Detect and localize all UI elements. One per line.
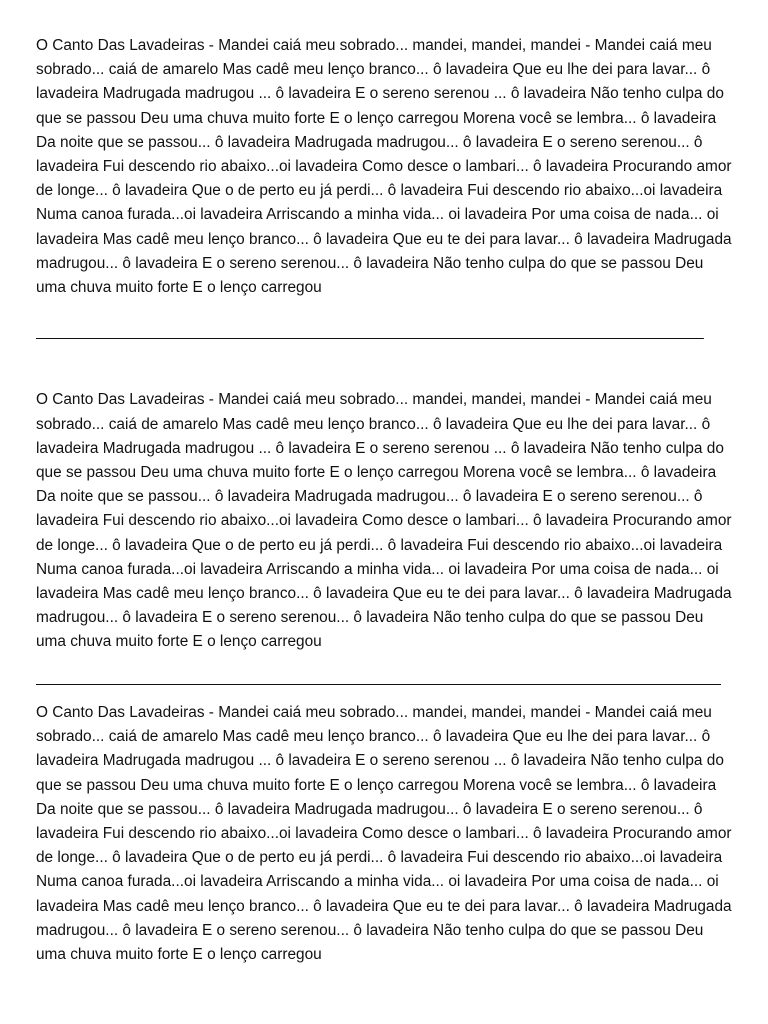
horizontal-rule [36,684,721,685]
lyrics-paragraph-3: O Canto Das Lavadeiras - Mandei caiá meu sobrado... mandei, mandei, mandei - Mandei caiá meu sobrado... caiá de amarelo Mas cadê meu lenço branco... ô lavadeira Que eu lhe dei para lavar... ô lavadeira Madrugada madrugou ... ô lavadeira E o sereno serenou ... ô lavadeira Não tenho culpa do que se passou Deu uma chuva muito forte E o lenço carregou Morena você se lembra... ô lavadeira Da noite que se passou... ô lavadeira Madrugada madrugou... ô lavadeira E o sereno serenou... ô lavadeira Fui descendo rio abaixo...oi lavadeira Como desce o lambari... ô lavadeira Procurando amor de longe... ô lavadeira Que o de perto eu já perdi... ô lavadeira Fui descendo rio abaixo...oi lavadeira Numa canoa furada...oi lavadeira Arriscando a minha vida... oi lavadeira Por uma coisa de nada... oi lavadeira Mas cadê meu lenço branco... ô lavadeira Que eu te dei para lavar... ô lavadeira Madrugada madrugou... ô lavadeira E o sereno serenou... ô lavadeira Não tenho culpa do que se passou Deu uma chuva muito forte E o lenço carregou [36,704,732,964]
document-body-continued [36,701,734,967]
lyrics-paragraph-1: O Canto Das Lavadeiras - Mandei caiá meu sobrado... mandei, mandei, mandei - Mandei caiá meu sobrado... caiá de amarelo Mas cadê meu lenço branco... ô lavadeira Que eu lhe dei para lavar... ô lavadeira Madrugada madrugou ... ô lavadeira E o sereno serenou ... ô lavadeira Não tenho culpa do que se passou Deu uma chuva muito forte E o lenço carregou Morena você se lembra... ô lavadeira Da noite que se passou... ô lavadeira Madrugada madrugou... ô lavadeira E o sereno serenou... ô lavadeira Fui descendo rio abaixo...oi lavadeira Como desce o lambari... ô lavadeira Procurando amor de longe... ô lavadeira Que o de perto eu já perdi... ô lavadeira Fui descendo rio abaixo...oi lavadeira Numa canoa furada...oi lavadeira Arriscando a minha vida... oi lavadeira Por uma coisa de nada... oi lavadeira Mas cadê meu lenço branco... ô lavadeira Que eu te dei para lavar... ô lavadeira Madrugada madrugou... ô lavadeira E o sereno serenou... ô lavadeira Não tenho culpa do que se passou Deu uma chuva muito forte E o lenço carregou [36,37,732,297]
spacer [36,368,734,388]
spacer [36,300,734,320]
underscore-separator: ______________________________________________________________________________ [36,323,704,341]
lyrics-paragraph-2: O Canto Das Lavadeiras - Mandei caiá meu sobrado... mandei, mandei, mandei - Mandei caiá meu sobrado... caiá de amarelo Mas cadê meu lenço branco... ô lavadeira Que eu lhe dei para lavar... ô lavadeira Madrugada madrugou ... ô lavadeira E o sereno serenou ... ô lavadeira Não tenho culpa do que se passou Deu uma chuva muito forte E o lenço carregou Morena você se lembra... ô lavadeira Da noite que se passou... ô lavadeira Madrugada madrugou... ô lavadeira E o sereno serenou... ô lavadeira Fui descendo rio abaixo...oi lavadeira Como desce o lambari... ô lavadeira Procurando amor de longe... ô lavadeira Que o de perto eu já perdi... ô lavadeira Fui descendo rio abaixo...oi lavadeira Numa canoa furada...oi lavadeira Arriscando a minha vida... oi lavadeira Por uma coisa de nada... oi lavadeira Mas cadê meu lenço branco... ô lavadeira Que eu te dei para lavar... ô lavadeira Madrugada madrugou... ô lavadeira E o sereno serenou... ô lavadeira Não tenho culpa do que se passou Deu uma chuva muito forte E o lenço carregou [36,391,732,651]
spacer [36,344,734,368]
document-body [36,34,734,655]
